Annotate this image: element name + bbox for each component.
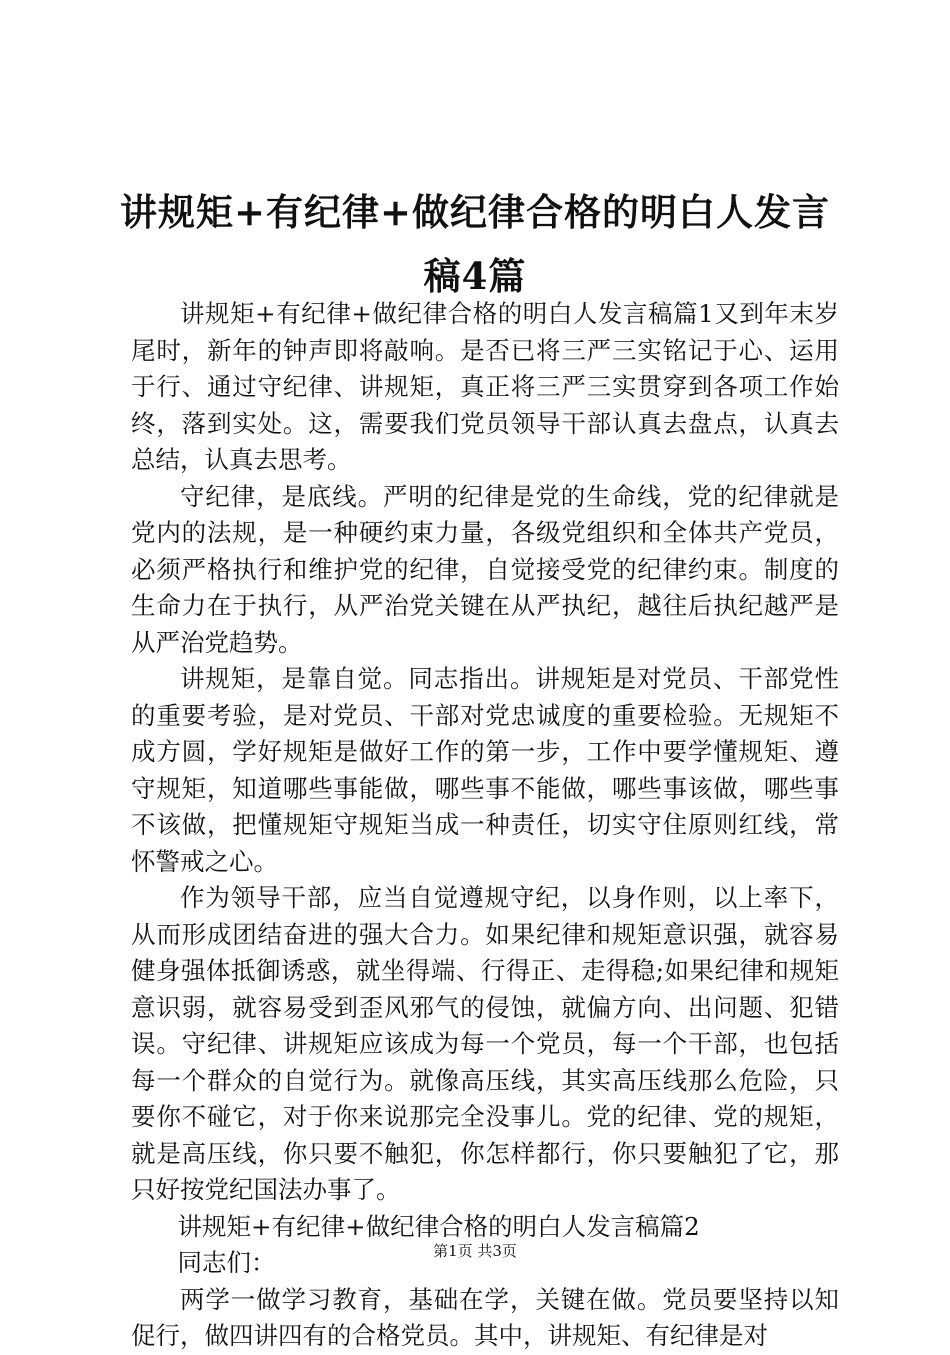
paragraph-2: 守纪律，是底线。严明的纪律是党的生命线，党的纪律就是党内的法规，是一种硬约束力量，各级党组织和全体共产党员，必须严格执行和维护党的纪律，自觉接受党的纪律约束。制度的生命力在于执行，从严治党关键在从严执纪，越往后执纪越严是从严治党趋势。 [131, 481, 839, 657]
document-title: 讲规矩+有纪律+做纪律合格的明白人发言稿4篇 [120, 190, 831, 298]
paragraph-1: 讲规矩+有纪律+做纪律合格的明白人发言稿篇1又到年末岁尾时，新年的钟声即将敲响。是否已将三严三实铭记于心、运用于行、通过守纪律、讲规矩，真正将三严三实贯穿到各项工作始终，落到实处。这，需要我们党员领导干部认真去盘点，认真去总结，认真去思考。 [131, 299, 839, 474]
paragraph-3: 讲规矩，是靠自觉。同志指出。讲规矩是对党员、干部党性的重要考验，是对党员、干部对党忠诚度的重要检验。无规矩不成方圆，学好规矩是做好工作的第一步，工作中要学懂规矩、遵守规矩，知道哪些事能做，哪些事不能做，哪些事该做，哪些事不该做，把懂规矩守规矩当成一种责任，切实守住原则红线，常怀警戒之心。 [131, 664, 839, 876]
section-heading-2: 讲规矩+有纪律+做纪律合格的明白人发言稿篇2 [177, 1211, 700, 1241]
salutation: 同志们： [177, 1248, 276, 1277]
document-body [131, 296, 839, 1355]
paragraph-4: 作为领导干部，应当自觉遵规守纪，以身作则，以上率下，从而形成团结奋进的强大合力。如果纪律和规矩意识强，就容易健身强体抵御诱惑，就坐得端、行得正、走得稳;如果纪律和规矩意识弱，就容易受到歪风邪气的侵蚀，就偏方向、出问题、犯错误。守纪律、讲规矩应该成为每一个党员，每一个干部，也包括每一个群众的自觉行为。就像高压线，其实高压线那么危险，只要你不碰它，对于你来说那完全没事儿。党的纪律、党的规矩，就是高压线，你只要不触犯，你怎样都行，你只要触犯了它，那只好按党纪国法办事了。 [131, 883, 839, 1204]
page-footer: 第1页 共3页 [433, 1242, 517, 1260]
paragraph-5: 两学一做学习教育，基础在学，关键在做。党员要坚持以知促行，做四讲四有的合格党员。其中，讲规矩、有纪律是对 [131, 1284, 839, 1350]
